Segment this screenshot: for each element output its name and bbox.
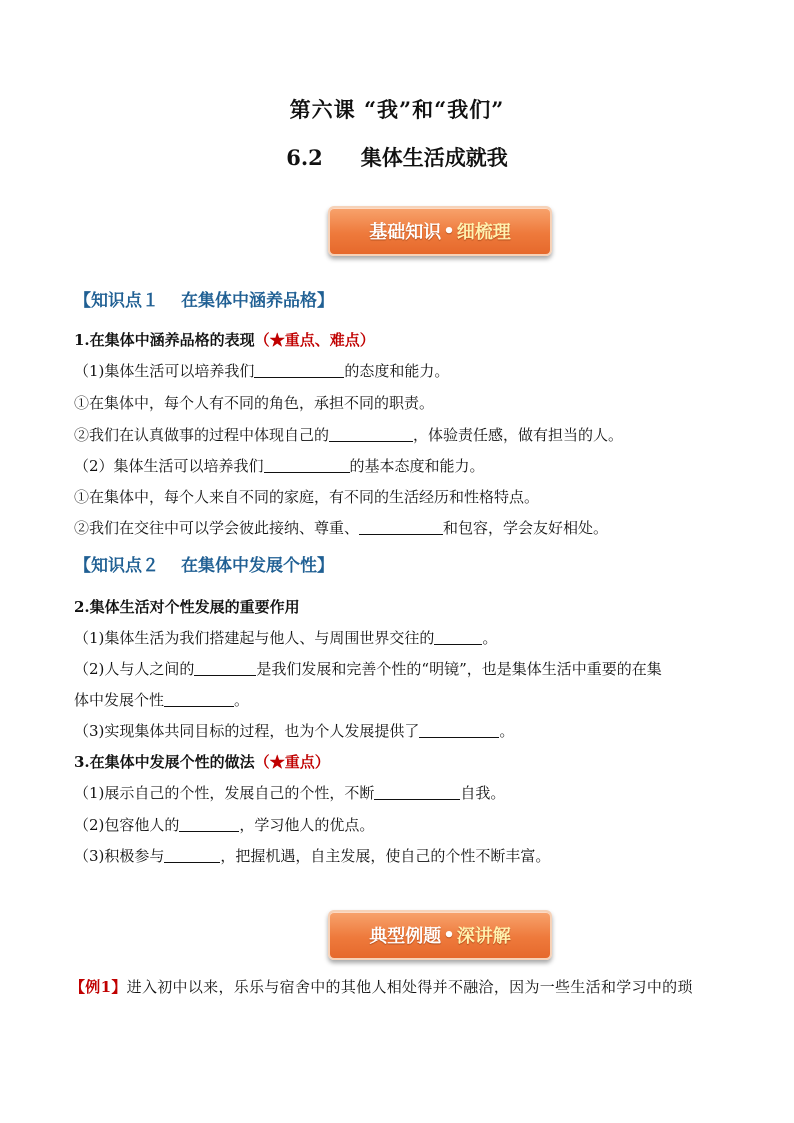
bracket-open: 【 xyxy=(74,291,91,311)
heading-3 xyxy=(74,751,330,772)
fill-blank[interactable] xyxy=(164,692,234,707)
fill-blank[interactable] xyxy=(254,363,344,378)
line-11 xyxy=(74,782,505,803)
paren-open: （ xyxy=(254,753,270,771)
text: 和包容，学会友好相处。 xyxy=(443,519,609,537)
example-tag: 【例1】 xyxy=(70,978,127,996)
lesson-title: 第六课 “我”和“我们” xyxy=(289,97,505,122)
key-point-mark: ★重点 xyxy=(269,753,315,771)
fill-blank[interactable] xyxy=(329,427,413,442)
kp-label: 知识点２ xyxy=(91,556,159,576)
paren-open: （ xyxy=(254,331,270,349)
fill-blank[interactable] xyxy=(179,817,239,832)
knowledge-point-1-heading xyxy=(74,286,334,311)
line-4 xyxy=(74,455,485,476)
line-1 xyxy=(74,360,449,381)
text: 自我。 xyxy=(460,784,506,802)
fill-blank[interactable] xyxy=(194,661,256,676)
banner-basic-knowledge xyxy=(328,206,552,256)
heading-text: 1.在集体中涵养品格的表现 xyxy=(74,331,255,349)
line-10 xyxy=(74,720,514,741)
fill-blank[interactable] xyxy=(164,848,220,863)
text: 。 xyxy=(499,722,515,740)
text: 是我们发展和完善个性的“明镜”，也是集体生活中重要的在集 xyxy=(256,660,662,678)
line-8 xyxy=(74,658,662,679)
text: 。 xyxy=(234,691,250,709)
line-13 xyxy=(74,845,550,866)
fill-blank[interactable] xyxy=(419,723,499,738)
example-text: 进入初中以来，乐乐与宿舍中的其他人相处得并不融洽，因为一些生活和学习中的琐 xyxy=(126,978,693,996)
text: ②我们在认真做事的过程中体现自己的 xyxy=(74,426,330,444)
text: ，学习他人的优点。 xyxy=(239,816,375,834)
text: （1)集体生活为我们搭建起与他人、与周围世界交往的 xyxy=(74,629,435,647)
line-6 xyxy=(74,517,608,538)
bracket-close: 】 xyxy=(317,291,334,311)
text: ②我们在交往中可以学会彼此接纳、尊重、 xyxy=(74,519,360,537)
banner-highlight-text: 细梳理 xyxy=(456,222,511,243)
text: （1)集体生活可以培养我们 xyxy=(74,362,255,380)
fill-blank[interactable] xyxy=(359,520,443,535)
kp-title: 在集体中发展个性 xyxy=(181,556,317,576)
section-title xyxy=(0,142,794,172)
bracket-open: 【 xyxy=(74,556,91,576)
section-number: 6.2 xyxy=(286,145,323,170)
paren-close: ） xyxy=(359,331,375,349)
text: 体中发展个性 xyxy=(74,691,165,709)
text: 。 xyxy=(482,629,498,647)
fill-blank[interactable] xyxy=(264,458,350,473)
line-9 xyxy=(74,689,249,710)
line-3 xyxy=(74,424,623,445)
text: （3)积极参与 xyxy=(74,847,165,865)
banner-highlight-text: 深讲解 xyxy=(456,926,511,947)
text: （2）集体生活可以培养我们 xyxy=(74,457,264,475)
bracket-close: 】 xyxy=(317,556,334,576)
kp-label: 知识点１ xyxy=(91,291,159,311)
line-7 xyxy=(74,627,497,648)
banner-separator: • xyxy=(443,924,455,946)
heading-1 xyxy=(74,329,375,350)
line-2: ①在集体中，每个人有不同的角色，承担不同的职责。 xyxy=(74,394,435,412)
text: 的态度和能力。 xyxy=(344,362,450,380)
section-name: 集体生活成就我 xyxy=(360,145,508,170)
text: （2)人与人之间的 xyxy=(74,660,195,678)
fill-blank[interactable] xyxy=(374,785,460,800)
knowledge-point-2-heading xyxy=(74,551,334,576)
text: ，体验责任感，做有担当的人。 xyxy=(413,426,624,444)
text: （2)包容他人的 xyxy=(74,816,180,834)
line-5: ①在集体中，每个人来自不同的家庭，有不同的生活经历和性格特点。 xyxy=(74,488,540,506)
kp-title: 在集体中涵养品格 xyxy=(181,291,317,311)
fill-blank[interactable] xyxy=(434,630,482,645)
banner-main-text: 基础知识 xyxy=(369,222,442,243)
heading-text: 3.在集体中发展个性的做法 xyxy=(74,753,255,771)
text: 的基本态度和能力。 xyxy=(349,457,485,475)
banner-separator: • xyxy=(443,220,455,242)
banner-main-text: 典型例题 xyxy=(369,926,442,947)
example-1 xyxy=(70,976,693,997)
text: （3)实现集体共同目标的过程，也为个人发展提供了 xyxy=(74,722,420,740)
banner-typical-examples xyxy=(328,910,552,960)
paren-close: ） xyxy=(314,753,330,771)
line-12 xyxy=(74,814,374,835)
key-point-mark: ★重点、难点 xyxy=(269,331,360,349)
text: （1)展示自己的个性，发展自己的个性，不断 xyxy=(74,784,375,802)
text: ，把握机遇，自主发展，使自己的个性不断丰富。 xyxy=(220,847,551,865)
heading-2: 2.集体生活对个性发展的重要作用 xyxy=(74,598,300,616)
